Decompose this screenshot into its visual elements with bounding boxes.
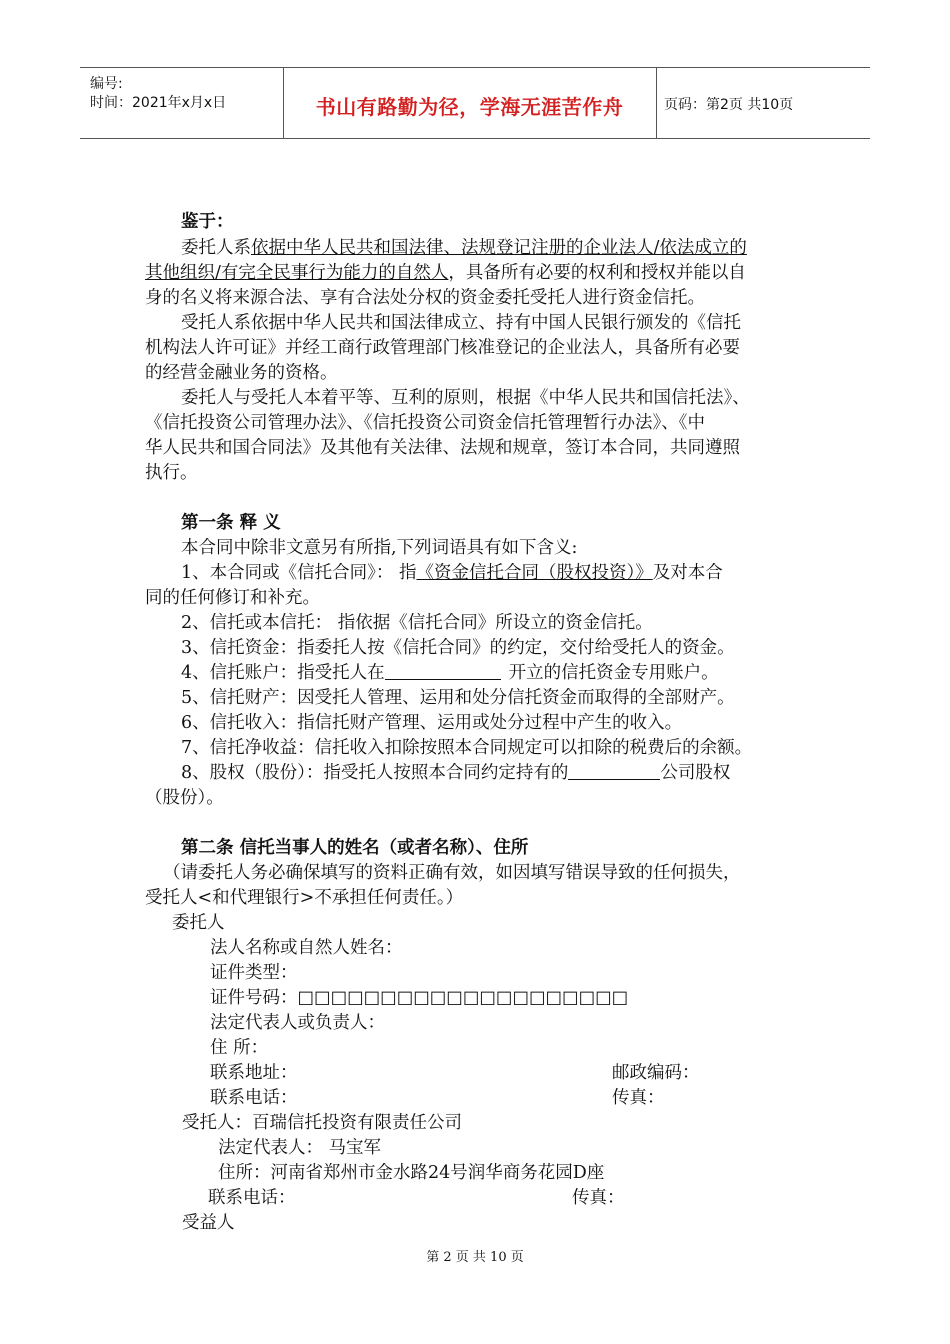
definition-2: 2、信托或本信托： 指依据《信托合同》所设立的资金信托。	[181, 613, 653, 633]
settlor-label: 委托人	[172, 913, 225, 933]
definition-6: 6、信托收入：指信托财产管理、运用或处分过程中产生的收入。	[181, 713, 683, 733]
definition-1-line2: 同的任何修订和补充。	[145, 588, 320, 608]
whereas-p2-line3: 的经营金融业务的资格。	[145, 363, 338, 383]
definition-1-line1: 1、本合同或《信托合同》： 指《资金信托合同（股权投资）》及对本合	[181, 563, 723, 583]
whereas-p1-line3: 身的名义将来源合法、享有合法处分权的资金委托受托人进行资金信托。	[145, 288, 705, 308]
field-fax: 传真：	[612, 1088, 665, 1108]
definition-3: 3、信托资金：指委托人按《信托合同》的约定，交付给受托人的资金。	[181, 638, 735, 658]
field-domicile: 住 所：	[210, 1038, 269, 1058]
number-label: 编号:	[90, 76, 123, 92]
trustee-representative: 法定代表人： 马宝军	[218, 1138, 382, 1158]
definition-8-line2: （股份）。	[145, 788, 224, 808]
article1-intro: 本合同中除非文意另有所指,下列词语具有如下含义:	[181, 538, 578, 558]
article2-note-line1: （请委托人务必确保填写的资料正确有效，如因填写错误导致的任何损失，	[163, 863, 741, 883]
definition-7: 7、信托净收益：信托收入扣除按照本合同规定可以扣除的税费后的余额。	[181, 738, 753, 758]
page-header	[80, 67, 870, 139]
field-representative: 法定代表人或负责人：	[210, 1013, 385, 1033]
trustee-address: 住所：河南省郑州市金水路24号润华商务花园D座	[218, 1163, 605, 1183]
trustee-label: 受托人：百瑞信托投资有限责任公司	[182, 1113, 462, 1133]
header-center-cell	[283, 68, 657, 138]
field-postcode: 邮政编码：	[612, 1063, 700, 1083]
article2-note-line2: 受托人<和代理银行>不承担任何责任。）	[145, 888, 464, 908]
time-label: 时间：2021年x月x日	[90, 95, 227, 111]
whereas-p2-line1: 受托人系依据中华人民共和国法律成立、持有中国人民银行颁发的《信托	[181, 313, 741, 333]
field-id-number: 证件号码：□□□□□□□□□□□□□□□□□□□□	[210, 988, 629, 1008]
page-footer: 第 2 页 共 10 页	[426, 1250, 524, 1265]
field-phone: 联系电话：	[210, 1088, 298, 1108]
whereas-p3-line3: 华人民共和国合同法》及其他有关法律、法规和规章，签订本合同，共同遵照	[145, 438, 740, 458]
article1-title: 第一条 释 义	[181, 513, 281, 533]
bank-blank	[385, 661, 501, 680]
definition-8-line1: 8、股权（股份）：指受托人按照本合同约定持有的 公司股权	[181, 763, 731, 783]
header-right-cell	[656, 68, 870, 138]
header-motto: 书山有路勤为径，学海无涯苦作舟	[315, 95, 624, 119]
trustee-phone: 联系电话：	[208, 1188, 296, 1208]
definition-5: 5、信托财产：因受托人管理、运用和处分信托资金而取得的全部财产。	[181, 688, 735, 708]
field-name: 法人名称或自然人姓名：	[210, 938, 403, 958]
trustee-fax: 传真：	[572, 1188, 625, 1208]
field-contact-address: 联系地址：	[210, 1063, 298, 1083]
whereas-p2-line2: 机构法人许可证》并经工商行政管理部门核准登记的企业法人，具备所有必要	[145, 338, 740, 358]
company-blank	[568, 761, 660, 780]
page-label: 页码：第2页 共10页	[664, 97, 794, 113]
whereas-p3-line4: 执行。	[145, 463, 198, 483]
id-number-boxes: □□□□□□□□□□□□□□□□□□□□	[297, 988, 629, 1008]
definition-4: 4、信托账户：指受托人在 开立的信托资金专用账户。	[181, 663, 719, 683]
whereas-p3-line2: 《信托投资公司管理办法》、《信托投资公司资金信托管理暂行办法》、《中	[145, 413, 705, 433]
whereas-p1-line2: 其他组织/有完全民事行为能力的自然人，具备所有必要的权利和授权并能以自	[145, 263, 746, 283]
field-id-type: 证件类型：	[210, 963, 298, 983]
whereas-heading: 鉴于：	[181, 212, 234, 232]
whereas-p1-line1: 委托人系依据中华人民共和国法律、法规登记注册的企业法人/依法成立的	[181, 238, 747, 258]
article2-title: 第二条 信托当事人的姓名（或者名称）、住所	[181, 838, 529, 858]
beneficiary-label: 受益人	[182, 1213, 235, 1233]
whereas-p3-line1: 委托人与受托人本着平等、互利的原则，根据《中华人民共和国信托法》、	[181, 388, 750, 408]
header-left-cell	[80, 68, 284, 138]
